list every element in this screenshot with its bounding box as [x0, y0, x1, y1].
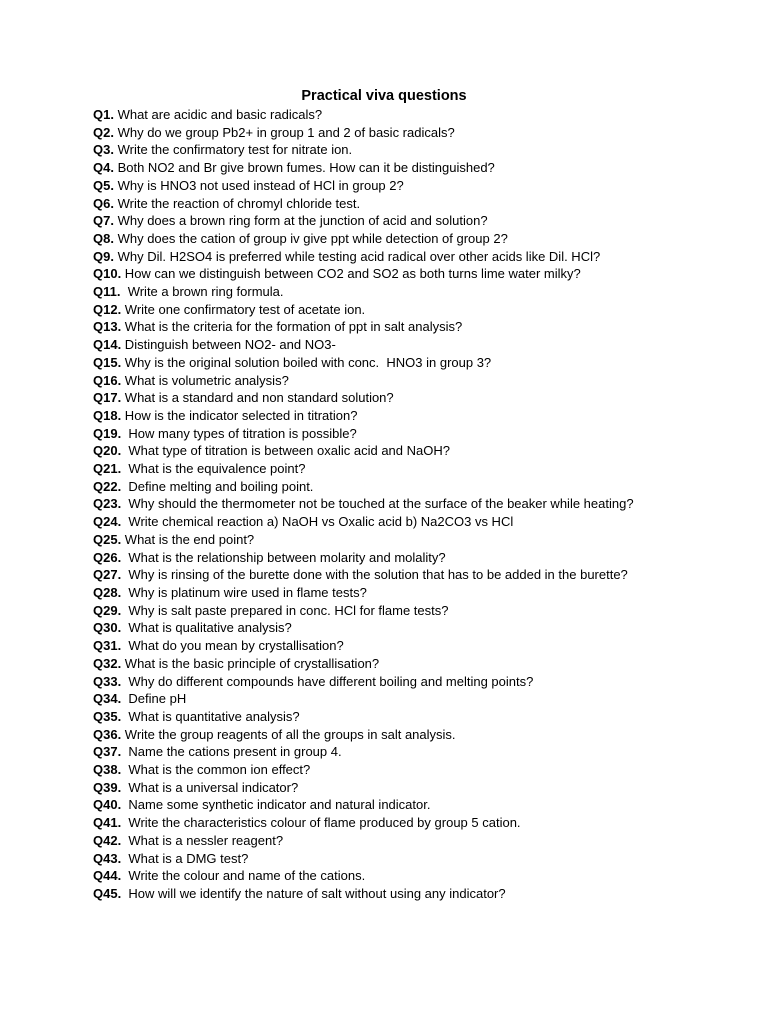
question-number: Q7. [93, 213, 114, 229]
question-number: Q40. [93, 797, 122, 813]
question-number: Q28. [93, 584, 122, 600]
question-item [93, 761, 663, 779]
question-text: Write one confirmatory test of acetate ion. [121, 301, 366, 317]
question-number: Q21. [93, 461, 122, 477]
question-number: Q34. [93, 691, 122, 707]
question-number: Q22. [93, 478, 122, 494]
question-item [93, 796, 663, 814]
question-item [93, 106, 663, 124]
question-item [93, 637, 663, 655]
question-item [93, 867, 663, 885]
question-item [93, 407, 663, 425]
question-number: Q31. [93, 638, 122, 654]
question-text: Define pH [121, 691, 187, 707]
question-item [93, 495, 676, 513]
question-text: How can we distinguish between CO2 and SO2 as both turns lime water milky? [121, 266, 581, 282]
question-text: Write the colour and name of the cations. [121, 868, 366, 884]
question-text: Write the group reagents of all the groups in salt analysis. [121, 726, 456, 742]
question-item [93, 230, 663, 248]
question-text: What is the common ion effect? [121, 762, 311, 778]
question-text: Why is the original solution boiled with conc. HNO3 in group 3? [121, 354, 492, 370]
question-text: What do you mean by crystallisation? [121, 638, 344, 654]
question-item [93, 726, 663, 744]
question-text: What is the relationship between molarity and molality? [121, 549, 446, 565]
question-number: Q35. [93, 708, 122, 724]
question-text: Why does a brown ring form at the junction of acid and solution? [113, 213, 488, 229]
question-text: Write the characteristics colour of flame produced by group 5 cation. [121, 815, 521, 831]
question-number: Q11. [93, 284, 121, 300]
question-text: What is a standard and non standard solution? [121, 390, 394, 406]
question-text: Write the confirmatory test for nitrate ion. [113, 142, 353, 158]
question-text: Why should the thermometer not be touched at the surface of the beaker while heating? [121, 496, 634, 512]
question-text: What is a DMG test? [121, 850, 249, 866]
question-number: Q15. [93, 354, 122, 370]
question-item [93, 195, 663, 213]
question-item [93, 513, 663, 531]
question-text: What is the equivalence point? [121, 461, 306, 477]
question-item [93, 566, 676, 584]
question-text: Name some synthetic indicator and natural indicator. [121, 797, 431, 813]
question-item [93, 460, 663, 478]
question-number: Q30. [93, 620, 122, 636]
question-number: Q36. [93, 726, 122, 742]
question-text: What is the end point? [121, 531, 255, 547]
question-item [93, 248, 663, 266]
question-number: Q14. [93, 337, 122, 353]
question-number: Q19. [93, 425, 122, 441]
question-item [93, 850, 663, 868]
question-text: Why is rinsing of the burette done with the solution that has to be added in the burette? [121, 567, 628, 583]
question-text: Write chemical reaction a) NaOH vs Oxalic acid b) Na2CO3 vs HCl [121, 514, 514, 530]
question-number: Q29. [93, 602, 122, 618]
question-item [93, 301, 663, 319]
question-number: Q23. [93, 496, 122, 512]
question-number: Q38. [93, 762, 122, 778]
question-text: What is the basic principle of crystallisation? [121, 655, 380, 671]
question-text: Define melting and boiling point. [121, 478, 314, 494]
question-number: Q32. [93, 655, 122, 671]
question-number: Q18. [93, 407, 122, 423]
question-number: Q44. [93, 868, 122, 884]
question-text: Name the cations present in group 4. [121, 744, 342, 760]
question-item [93, 814, 663, 832]
question-item [93, 336, 663, 354]
question-item [93, 655, 663, 673]
question-text: What is quantitative analysis? [121, 708, 300, 724]
question-text: Why is salt paste prepared in conc. HCl for flame tests? [121, 602, 449, 618]
question-number: Q26. [93, 549, 122, 565]
question-item [93, 478, 663, 496]
question-item [93, 531, 663, 549]
question-text: Why Dil. H2SO4 is preferred while testing acid radical over other acids like Dil. HCl? [113, 248, 601, 264]
question-item [93, 743, 663, 761]
question-item [93, 885, 663, 903]
question-text: How many types of titration is possible? [121, 425, 357, 441]
question-text: What is volumetric analysis? [121, 372, 289, 388]
question-item [93, 141, 663, 159]
question-text: What is qualitative analysis? [121, 620, 292, 636]
question-item [93, 425, 663, 443]
question-item [93, 619, 663, 637]
question-number: Q5. [93, 177, 114, 193]
question-number: Q17. [93, 390, 122, 406]
question-text: What is the criteria for the formation of ppt in salt analysis? [121, 319, 463, 335]
question-number: Q27. [93, 567, 122, 583]
question-item [93, 708, 663, 726]
question-number: Q25. [93, 531, 122, 547]
question-item [93, 354, 663, 372]
question-text: Distinguish between NO2- and NO3- [121, 337, 336, 353]
question-item [93, 212, 663, 230]
question-text: Why is platinum wire used in flame tests? [121, 584, 367, 600]
question-text: Write a brown ring formula. [120, 284, 284, 300]
question-number: Q9. [93, 248, 114, 264]
question-number: Q16. [93, 372, 122, 388]
question-number: Q12. [93, 301, 122, 317]
question-number: Q20. [93, 443, 122, 459]
question-number: Q13. [93, 319, 122, 335]
question-item [93, 389, 663, 407]
question-item [93, 318, 663, 336]
question-list [93, 106, 663, 903]
question-item [93, 584, 663, 602]
question-item [93, 265, 663, 283]
question-text: What type of titration is between oxalic acid and NaOH? [121, 443, 450, 459]
question-item [93, 442, 663, 460]
question-text: How will we identify the nature of salt without using any indicator? [121, 885, 506, 901]
question-number: Q24. [93, 514, 122, 530]
question-text: What is a nessler reagent? [121, 832, 284, 848]
question-number: Q10. [93, 266, 122, 282]
question-number: Q2. [93, 124, 114, 140]
question-number: Q1. [93, 107, 114, 122]
question-number: Q41. [93, 815, 122, 831]
question-item [93, 690, 663, 708]
question-text: How is the indicator selected in titration? [121, 407, 358, 423]
question-text: Write the reaction of chromyl chloride test. [113, 195, 361, 211]
question-number: Q39. [93, 779, 122, 795]
question-item [93, 779, 663, 797]
question-text: Why do we group Pb2+ in group 1 and 2 of basic radicals? [113, 124, 455, 140]
question-number: Q42. [93, 832, 122, 848]
question-text: Why do different compounds have different boiling and melting points? [121, 673, 534, 689]
question-item [93, 177, 663, 195]
question-number: Q45. [93, 885, 122, 901]
question-number: Q6. [93, 195, 114, 211]
question-item [93, 283, 663, 301]
question-item [93, 159, 663, 177]
question-number: Q33. [93, 673, 122, 689]
question-text: What is a universal indicator? [121, 779, 299, 795]
question-item [93, 372, 663, 390]
question-number: Q37. [93, 744, 122, 760]
question-item [93, 832, 663, 850]
question-number: Q8. [93, 230, 114, 246]
question-item [93, 549, 663, 567]
question-number: Q4. [93, 160, 114, 176]
question-number: Q43. [93, 850, 122, 866]
question-item [93, 673, 663, 691]
question-text: Why is HNO3 not used instead of HCl in group 2? [113, 177, 404, 193]
question-text: Both NO2 and Br give brown fumes. How can it be distinguished? [113, 160, 495, 176]
page-title: Practical viva questions [301, 88, 467, 104]
question-text: Why does the cation of group iv give ppt while detection of group 2? [113, 230, 508, 246]
question-item [93, 602, 663, 620]
question-number: Q3. [93, 142, 114, 158]
question-text: What are acidic and basic radicals? [113, 107, 323, 122]
question-item [93, 124, 663, 142]
